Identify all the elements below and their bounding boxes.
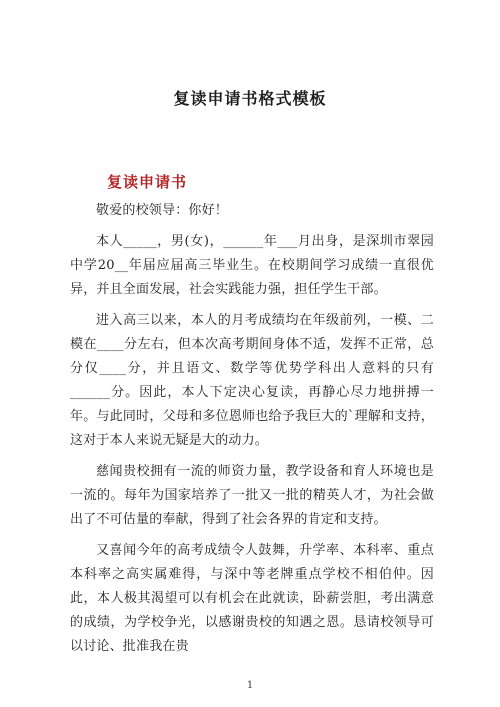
body-paragraph: 慈闻贵校拥有一流的师资力量，教学设备和育人环境也是一流的。每年为国家培养了一批又一批的精英人才，为社会做出了不可估量的奉献，得到了社会各界的肯定和支持。 (70, 464, 434, 527)
letter-body (70, 199, 434, 666)
body-paragraph: 进入高三以来，本人的月考成绩均在年级前列，一模、二模在____分左右，但本次高考期间身体不适，发挥不正常，总分仅____分，并且语文、数学等优势学科出人意料的只有______分。因此，本人下定决心复读，再静心尽力地拼搏一年。与此同时，父母和多位恩师也给予我巨大的`理解和支持，这对于本人来说无疑是大的动力。 (70, 313, 434, 448)
document-title: 复读申请书格式模板 (173, 89, 327, 108)
body-paragraph: 本人_____，男(女)，______年___月出身，是深圳市翠园中学20__年届应届高三毕业生。在校期间学习成绩一直很优异，并且全面发展，社会实践能力强，担任学生干部。 (70, 234, 434, 297)
page-number: 1 (246, 680, 254, 691)
letter-heading: 复读申请书 (107, 173, 188, 191)
body-paragraph: 又喜闻今年的高考成绩令人鼓舞，升学率、本科率、重点本科率之高实属难得，与深中等老牌重点学校不相伯仲。因此，本人极其渴望可以有机会在此就读，卧薪尝胆，考出满意的成绩，为学校争光，以感谢贵校的知遇之恩。恳请校领导可以讨论、批准我在贵 (70, 543, 434, 654)
greeting-paragraph: 敬爱的校领导：你好！ (96, 203, 229, 218)
